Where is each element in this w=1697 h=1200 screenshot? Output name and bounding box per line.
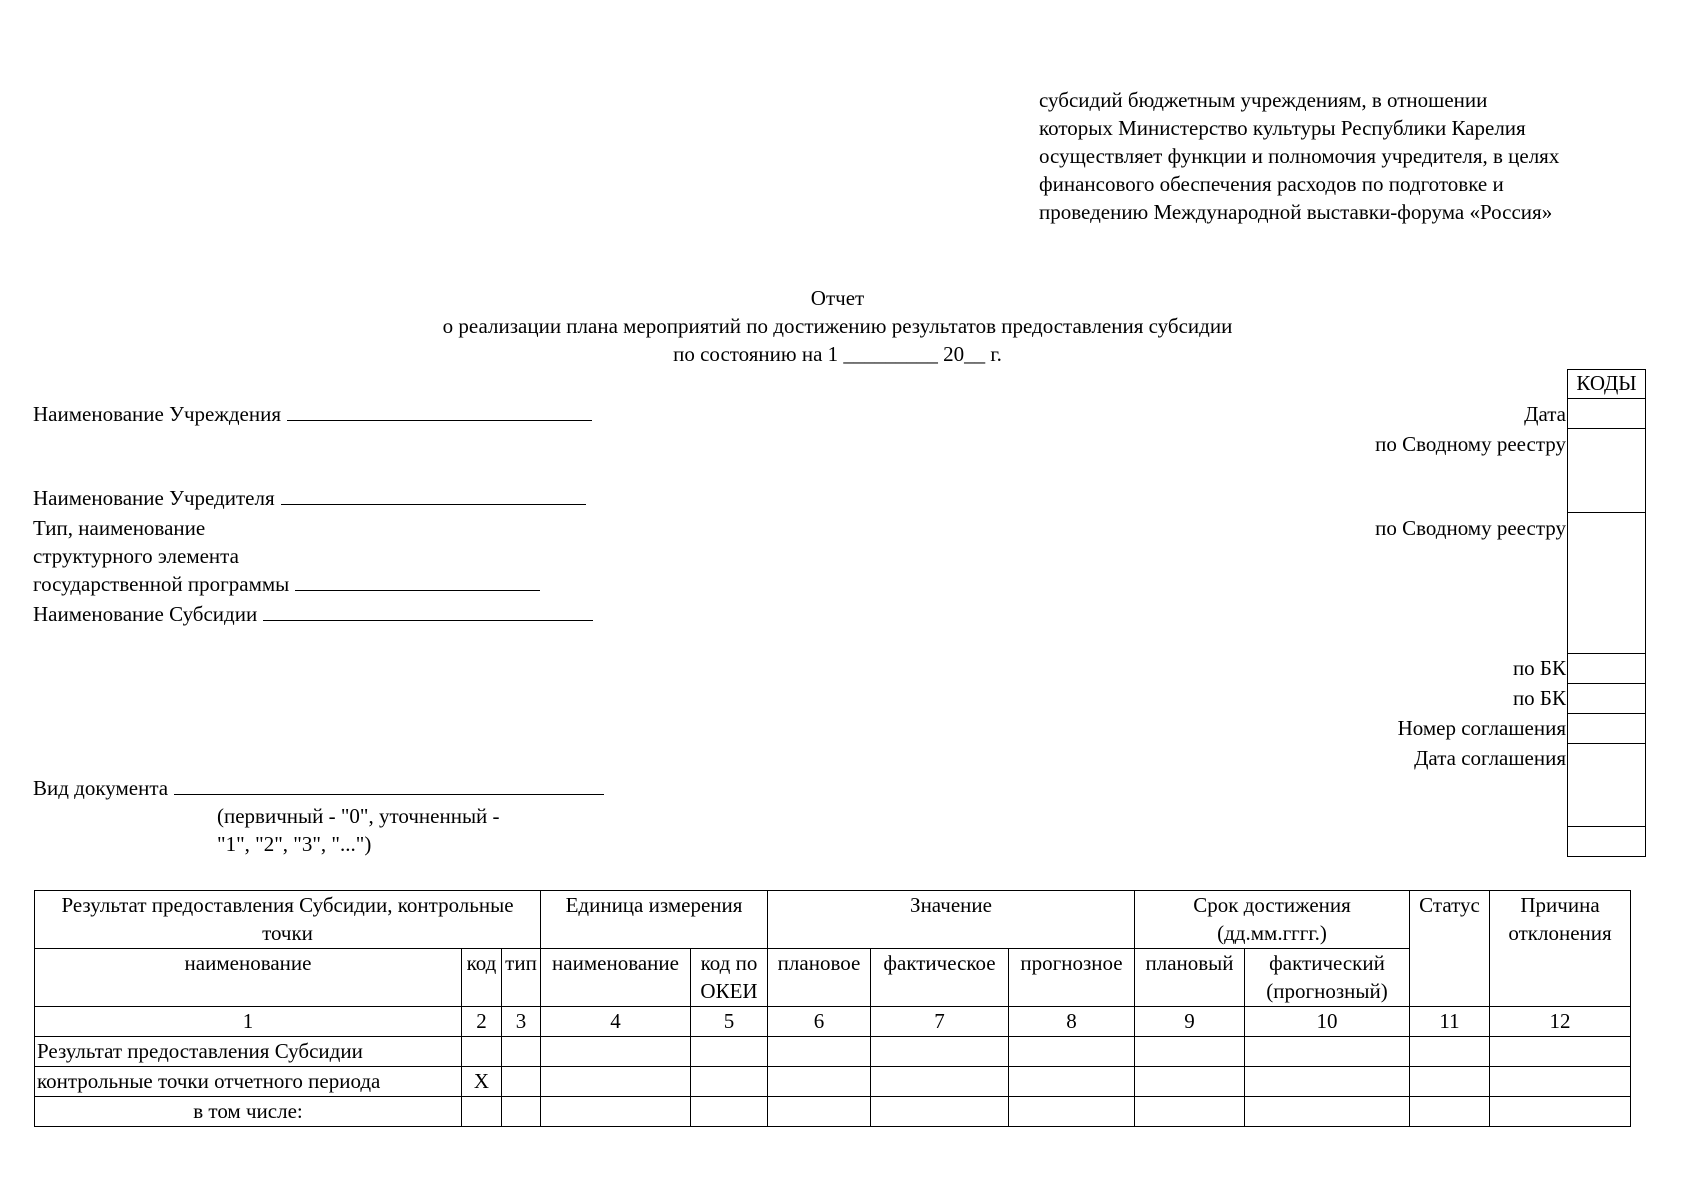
row-name: Результат предоставления Субсидии	[35, 1037, 462, 1067]
codes-table	[1567, 369, 1646, 857]
code-cell-agreement-date[interactable]	[1568, 744, 1646, 827]
institution-label: Наименование Учреждения	[33, 402, 281, 426]
header-note-line: субсидий бюджетным учреждениям, в отношении	[1039, 88, 1488, 112]
row-cell[interactable]	[1009, 1037, 1135, 1067]
header-note-line: финансового обеспечения расходов по подготовке и	[1039, 172, 1504, 196]
code-label-agreement-date: Дата соглашения	[1414, 746, 1566, 770]
subsidy-blank[interactable]	[263, 619, 593, 621]
row-cell[interactable]	[1410, 1067, 1490, 1097]
row-cell[interactable]	[1245, 1067, 1410, 1097]
doc-hint-1: (первичный - "0", уточненный -	[217, 804, 500, 828]
subheader-actual: фактическое	[871, 949, 1009, 1007]
row-cell[interactable]	[1135, 1097, 1245, 1127]
column-number: 11	[1410, 1007, 1490, 1037]
header-reason: Причина отклонения	[1490, 891, 1631, 1007]
header-note	[1039, 86, 1640, 226]
code-cell-bk[interactable]	[1568, 654, 1646, 684]
subheader-term-actual: фактический (прогнозный)	[1245, 949, 1410, 1007]
header-value: Значение	[768, 891, 1135, 949]
column-number: 9	[1135, 1007, 1245, 1037]
header-term: Срок достижения (дд.мм.гггг.)	[1135, 891, 1410, 949]
row-cell[interactable]	[691, 1097, 768, 1127]
program-field[interactable]	[33, 570, 540, 598]
header-note-line: которых Министерство культуры Республики Карелия	[1039, 116, 1526, 140]
type-label-1: Тип, наименование	[33, 516, 206, 540]
row-cell[interactable]	[871, 1097, 1009, 1127]
subheader-forecast: прогнозное	[1009, 949, 1135, 1007]
code-label-date: Дата	[1524, 402, 1566, 426]
row-cell[interactable]	[871, 1067, 1009, 1097]
code-cell-agreement-no[interactable]	[1568, 714, 1646, 744]
subheader-term-planned: плановый	[1135, 949, 1245, 1007]
subheader-unit-name: наименование	[541, 949, 691, 1007]
doc-type-label: Вид документа	[33, 776, 169, 800]
header-result: Результат предоставления Субсидии, контрольные точки	[35, 891, 541, 949]
column-number: 1	[35, 1007, 462, 1037]
column-number: 4	[541, 1007, 691, 1037]
row-cell[interactable]	[541, 1097, 691, 1127]
code-label-registry: по Сводному реестру	[1375, 432, 1566, 456]
subsidy-label: Наименование Субсидии	[33, 602, 258, 626]
header-status: Статус	[1410, 891, 1490, 1007]
row-cell[interactable]	[1245, 1037, 1410, 1067]
row-name: в том числе:	[35, 1097, 462, 1127]
column-number: 12	[1490, 1007, 1631, 1037]
code-label-registry-2: по Сводному реестру	[1375, 516, 1566, 540]
row-cell[interactable]	[768, 1037, 871, 1067]
results-table	[34, 890, 1631, 1127]
row-cell[interactable]	[691, 1037, 768, 1067]
title-line-1: Отчет	[810, 286, 865, 310]
institution-blank[interactable]	[287, 419, 592, 421]
row-cell[interactable]	[1245, 1097, 1410, 1127]
code-label-bk: по БК	[1512, 656, 1566, 680]
code-cell-registry-2[interactable]	[1568, 513, 1646, 654]
report-title	[330, 284, 1345, 368]
code-cell-date[interactable]	[1568, 399, 1646, 429]
subheader-code: код	[462, 949, 502, 1007]
table-row	[35, 1037, 1631, 1067]
founder-blank[interactable]	[281, 503, 586, 505]
row-code[interactable]	[462, 1037, 502, 1067]
column-number: 2	[462, 1007, 502, 1037]
row-cell[interactable]	[691, 1067, 768, 1097]
subheader-planned: плановое	[768, 949, 871, 1007]
column-number: 3	[502, 1007, 541, 1037]
founder-field[interactable]	[33, 484, 586, 512]
row-cell[interactable]	[1009, 1067, 1135, 1097]
code-label-agreement-no: Номер соглашения	[1397, 716, 1566, 740]
header-note-line: осуществляет функции и полномочия учредителя, в целях	[1039, 144, 1560, 168]
row-cell[interactable]	[1135, 1067, 1245, 1097]
subheader-okei: код по ОКЕИ	[691, 949, 768, 1007]
title-line-2: о реализации плана мероприятий по достижению результатов предоставления субсидии	[442, 314, 1233, 338]
row-cell[interactable]	[1009, 1097, 1135, 1127]
column-number: 6	[768, 1007, 871, 1037]
row-cell[interactable]	[541, 1037, 691, 1067]
title-line-3: по состоянию на 1 _________ 20__ г.	[673, 342, 1002, 366]
row-cell[interactable]	[1410, 1037, 1490, 1067]
table-row	[35, 1097, 1631, 1127]
doc-type-field[interactable]	[33, 774, 604, 802]
row-cell[interactable]	[768, 1067, 871, 1097]
row-cell[interactable]	[1490, 1067, 1631, 1097]
doc-hint-2: "1", "2", "3", "...")	[217, 832, 372, 856]
row-cell[interactable]	[768, 1097, 871, 1127]
row-cell[interactable]	[1490, 1037, 1631, 1067]
row-code[interactable]: X	[462, 1067, 502, 1097]
row-cell[interactable]	[502, 1067, 541, 1097]
row-cell[interactable]	[1410, 1097, 1490, 1127]
row-cell[interactable]	[541, 1067, 691, 1097]
row-cell[interactable]	[1490, 1097, 1631, 1127]
row-cell[interactable]	[871, 1037, 1009, 1067]
header-note-line: проведению Международной выставки-форума «Россия»	[1039, 200, 1553, 224]
program-label: государственной программы	[33, 572, 290, 596]
row-name: контрольные точки отчетного периода	[35, 1067, 462, 1097]
program-blank[interactable]	[295, 589, 540, 591]
row-cell[interactable]	[502, 1097, 541, 1127]
row-cell[interactable]	[1135, 1037, 1245, 1067]
code-cell-bk-2[interactable]	[1568, 684, 1646, 714]
row-cell[interactable]	[502, 1037, 541, 1067]
subheader-name: наименование	[35, 949, 462, 1007]
codes-header: КОДЫ	[1568, 370, 1646, 399]
code-cell-registry[interactable]	[1568, 429, 1646, 513]
subheader-type: тип	[502, 949, 541, 1007]
code-cell-doc-type[interactable]	[1568, 827, 1646, 857]
column-number: 10	[1245, 1007, 1410, 1037]
doc-type-blank[interactable]	[174, 793, 604, 795]
type-label-2: структурного элемента	[33, 544, 239, 568]
header-unit: Единица измерения	[541, 891, 768, 949]
column-numbers-row	[35, 1007, 1631, 1037]
column-number: 5	[691, 1007, 768, 1037]
column-number: 8	[1009, 1007, 1135, 1037]
table-row	[35, 1067, 1631, 1097]
row-code[interactable]	[462, 1097, 502, 1127]
code-label-bk-2: по БК	[1512, 686, 1566, 710]
founder-label: Наименование Учредителя	[33, 486, 275, 510]
institution-field[interactable]	[33, 400, 592, 428]
subsidy-field[interactable]	[33, 600, 593, 628]
column-number: 7	[871, 1007, 1009, 1037]
